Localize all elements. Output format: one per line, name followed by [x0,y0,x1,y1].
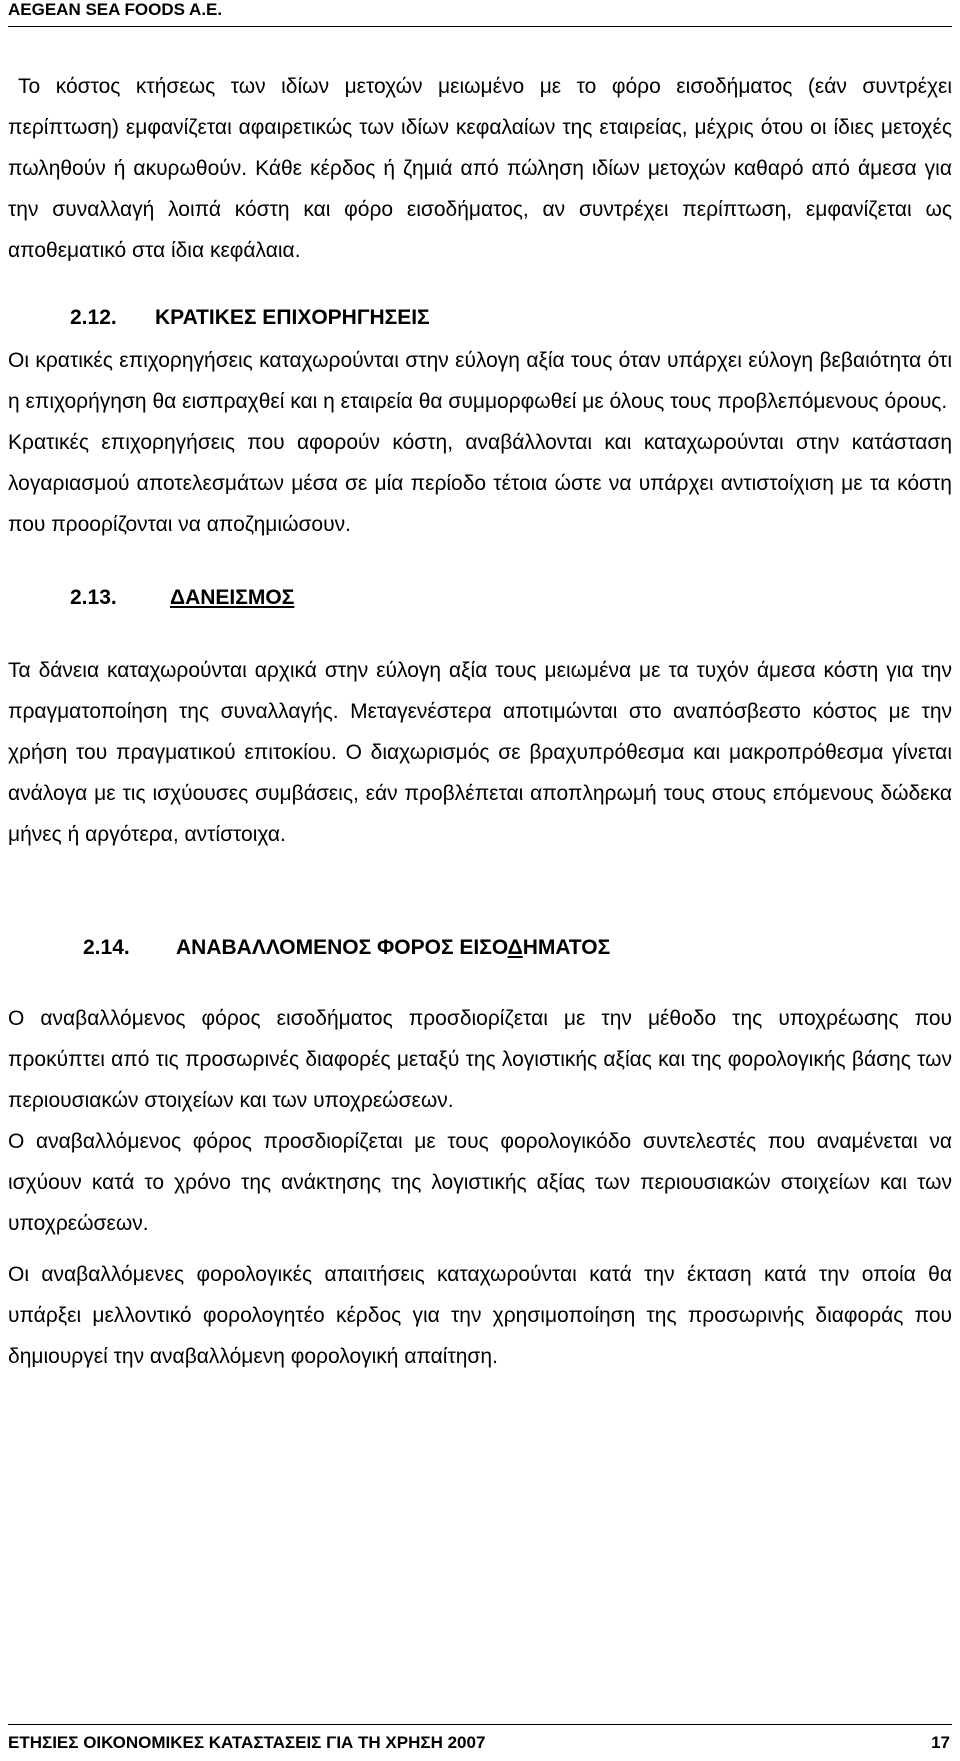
section-heading-2-14 [8,927,952,968]
section-title-part-2: Δ [507,936,523,959]
document-body [8,66,952,1377]
header-divider [8,26,952,27]
footer-divider [8,1724,952,1725]
section-2-14-paragraph-3: Οι αναβαλλόμενες φορολογικές απαιτήσεις καταχωρούνται κατά την έκταση κατά την οποία θα υπάρξει μελλοντικό φορολογητέο κέρδος για την χρησιμοποίηση της προσωρινής διαφοράς που δημιουργεί την αναβαλλόμενη φορολογική απαίτηση. [8,1263,952,1368]
section-2-12-paragraph-1: Οι κρατικές επιχορηγήσεις καταχωρούνται στην εύλογη αξία τους όταν υπάρχει εύλογη βεβαιότητα ότι η επιχορήγηση θα εισπραχθεί και η εταιρεία θα συμμορφωθεί με όλους τους προβλεπόμενους όρους. [8,349,952,413]
section-2-14-paragraph-2: Ο αναβαλλόμενος φόρος προσδιορίζεται με τους φορολογικόδο συντελεστές που αναμένεται να ισχύουν κατά το χρόνο της ανάκτησης της λογιστικής αξίας των περιουσιακών στοιχείων και των υποχρεώσεων. [8,1130,952,1235]
section-2-14-paragraph-1: Ο αναβαλλόμενος φόρος εισοδήματος προσδιορίζεται με την μέθοδο της υποχρέωσης που προκύπτει από τις προσωρινές διαφορές μεταξύ της λογιστικής αξίας και της φορολογικής βάσης των περιουσιακών στοιχείων και των υποχρεώσεων. [8,1007,952,1112]
section-title-part-1: ΑΝΑΒΑΛΛΟΜΕΝΟΣ ΦΟΡΟΣ ΕΙΣΟ [176,936,508,959]
section-title: ΔΑΝΕΙΣΜΟΣ [170,586,295,609]
section-number: 2.12. [70,306,117,329]
intro-paragraph: Το κόστος κτήσεως των ιδίων μετοχών μειωμένο με το φόρο εισοδήματος (εάν συντρέχει περίπτωση) εμφανίζεται αφαιρετικώς των ιδίων κεφαλαίων της εταιρείας, μέχρις ότου οι ίδιες μετοχές πωληθούν ή ακυρωθούν. Κάθε κέρδος ή ζημιά από πώληση ιδίων μετοχών καθαρό από άμεσα για την συναλλαγή λοιπά κόστη και φόρο εισοδήματος, αν συντρέχει περίπτωση, εμφανίζεται ως αποθεματικό στα ίδια κεφάλαια. [8,75,952,262]
section-heading-2-12 [8,297,952,338]
page-number: 17 [931,1733,950,1752]
section-number: 2.14. [83,936,130,959]
section-title: ΚΡΑΤΙΚΕΣ ΕΠΙΧΟΡΗΓΗΣΕΙΣ [155,306,430,329]
section-number: 2.13. [70,586,117,609]
section-title-part-3: ΗΜΑΤΟΣ [522,936,611,959]
section-2-13-paragraph-1: Τα δάνεια καταχωρούνται αρχικά στην εύλογη αξία τους μειωμένα με τα τυχόν άμεσα κόστη για την πραγματοποίηση της συναλλαγής. Μεταγενέστερα αποτιμώνται στο αναπόσβεστο κόστος με την χρήση του πραγματικού επιτοκίου. Ο διαχωρισμός σε βραχυπρόθεσμα και μακροπρόθεσμα γίνεται ανάλογα με τις ισχύουσες συμβάσεις, εάν προβλέπεται αποπληρωμή τους στους επόμενους δώδεκα μήνες ή αργότερα, αντίστοιχα. [8,659,952,846]
section-heading-2-13 [8,577,952,618]
section-2-12-paragraph-2: Κρατικές επιχορηγήσεις που αφορούν κόστη, αναβάλλονται και καταχωρούνται στην κατάσταση λογαριασμού αποτελεσμάτων μέσα σε μία περίοδο τέτοια ώστε να υπάρχει αντιστοίχιση με τα κόστη που προορίζονται να αποζημιώσουν. [8,431,952,536]
company-header: AEGEAN SEA FOODS A.E. [8,0,223,19]
footer-title: ΕΤΗΣΙΕΣ ΟΙΚΟΝΟΜΙΚΕΣ ΚΑΤΑΣΤΑΣΕΙΣ ΓΙΑ ΤΗ ΧΡΗΣΗ 2007 [8,1733,486,1752]
